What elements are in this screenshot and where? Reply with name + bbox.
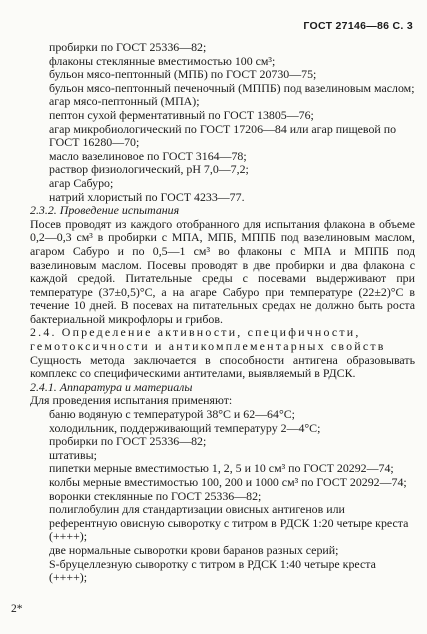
section-heading: 2.4. Определение активности, специфичности, гемотоксичности и антикомплементарных свойств	[30, 325, 386, 354]
list-item: агар микробиологический по ГОСТ 17206—84 или агар пищевой по ГОСТ 16280—70;	[49, 121, 397, 150]
list-item: штативы;	[49, 447, 97, 462]
list-item: агар мясо-пептонный (МПА);	[49, 94, 200, 109]
list-item: бульон мясо-пептонный (МПБ) по ГОСТ 20730—75;	[49, 67, 317, 82]
list-item: раствор физиологический, рН 7,0—7,2;	[49, 162, 249, 177]
section-heading: 2.3.2. Проведение испытания	[30, 203, 180, 218]
list-item: S-бруцеллезную сыворотку с титром в РДСК 1:40 четыре креста (++++);	[49, 556, 376, 585]
list-item: флаконы стеклянные вместимостью 100 см³;	[49, 53, 276, 68]
paragraph: Посев проводят из каждого отобранного для испытания флакона в объеме 0,2—0,3 см³ в пробирки с МПА, МПБ, МППБ под вазелиновым маслом, агаром Сабуро и по 0,5—1 см³ во флаконы с МПА и МППБ под вазелиновым маслом. Посевы проводят в две пробирки и два флакона с каждой средой. Питательные среды с посевами выдерживают при температуре (37±0,5)°С, а на агаре Сабуро при температуре (22±2)°С в течение 10 дней. В посевах на питательных средах не должно быть роста бактериальной микрофлоры и грибов.	[30, 216, 415, 326]
list-item: пептон сухой ферментативный по ГОСТ 13805—76;	[49, 107, 314, 122]
list-item: полиглобулин для стандартизации овисных антигенов или референтную овисную сыворотку с титром в РДСК 1:20 четыре креста (++++);	[49, 502, 409, 544]
list-item: пипетки мерные вместимостью 1, 2, 5 и 10 см³ по ГОСТ 20292—74;	[49, 461, 394, 476]
list-item: колбы мерные вместимостью 100, 200 и 1000 см³ по ГОСТ 20292—74;	[49, 475, 407, 489]
list-item: масло вазелиновое по ГОСТ 3164—78;	[49, 148, 247, 163]
list-item: пробирки по ГОСТ 25336—82;	[49, 434, 207, 449]
list-item: пробирки по ГОСТ 25336—82;	[49, 40, 207, 54]
list-item: холодильник, поддерживающий температуру 2—4°С;	[49, 420, 321, 435]
list-item: агар Сабуро;	[49, 175, 114, 190]
document-body	[14, 41, 415, 585]
list-item: бульон мясо-пептонный печеночный (МППБ) под вазелиновым маслом;	[49, 80, 415, 95]
list-item: натрий хлористый по ГОСТ 4233—77.	[49, 189, 245, 204]
section-heading: 2.4.1. Аппаратура и материалы	[30, 379, 193, 394]
list-item: две нормальные сыворотки крови баранов разных серий;	[49, 542, 339, 557]
paragraph: Для проведения испытания применяют:	[30, 393, 233, 408]
page-header: ГОСТ 27146—86 С. 3	[303, 20, 413, 32]
page-signature: 2*	[11, 603, 23, 615]
paragraph: Сущность метода заключается в способности антигена образовывать комплекс со специфическими антителами, выявляемый в РДСК.	[30, 352, 415, 381]
list-item: баню водяную с температурой 38°С и 62—64°С;	[49, 407, 295, 422]
list-item: воронки стеклянные по ГОСТ 25336—82;	[49, 488, 262, 503]
